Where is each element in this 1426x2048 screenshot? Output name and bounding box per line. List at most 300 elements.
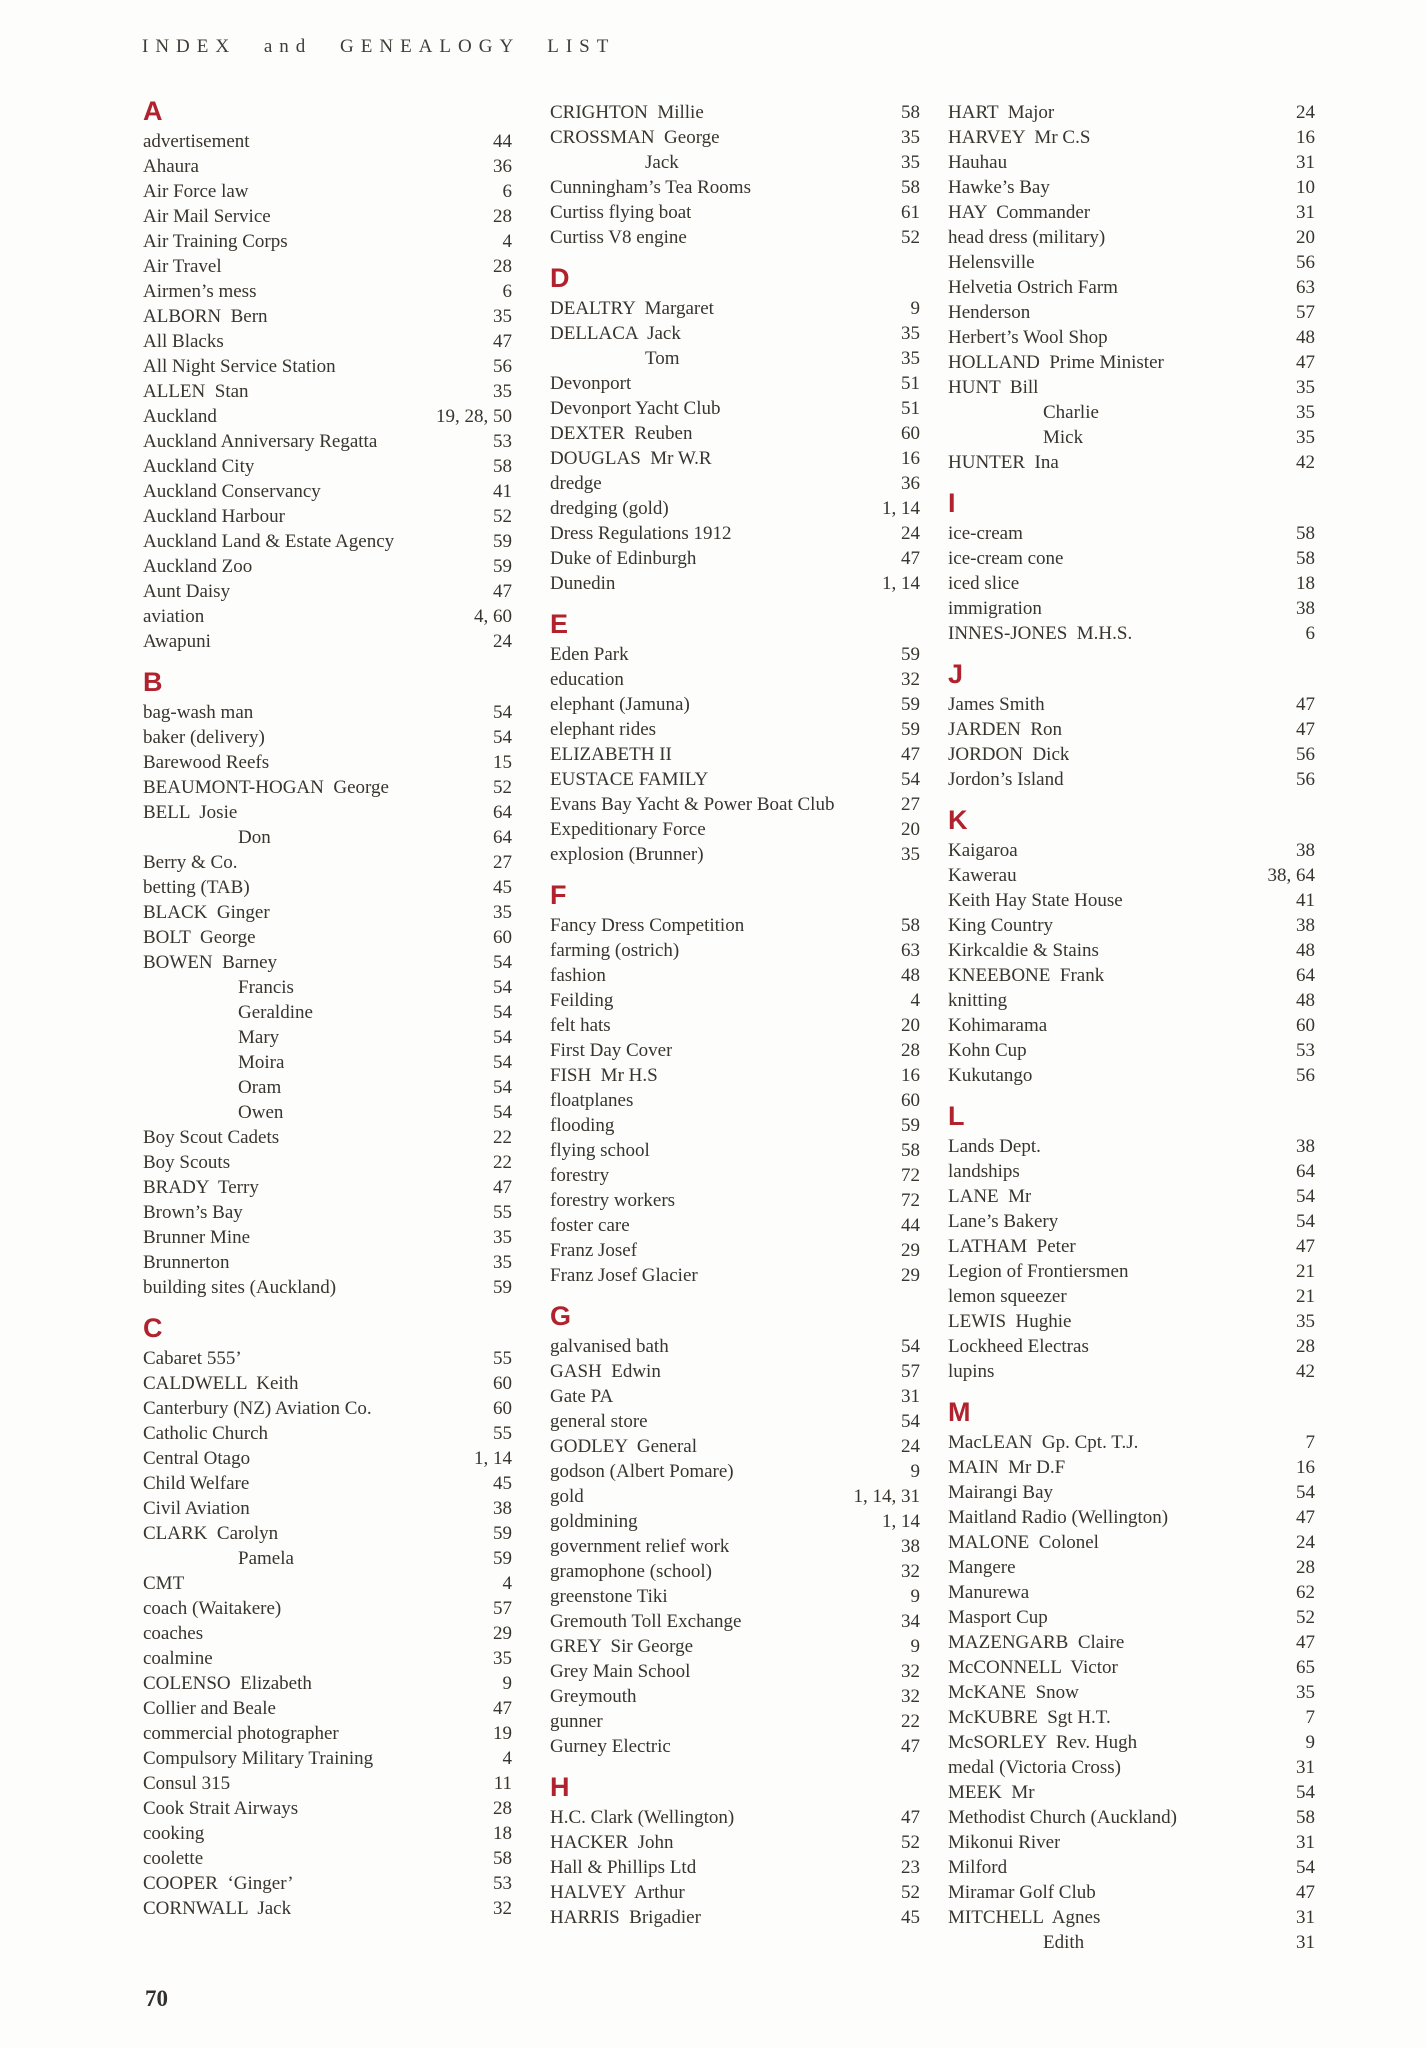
index-column-3 [948,100,1315,1955]
entry-name: Eden Park [550,644,629,665]
index-entry [948,125,1315,150]
entry-pages: 31 [1296,202,1315,223]
entry-pages: 31 [1296,1832,1315,1853]
index-entry [948,275,1315,300]
entry-pages: 47 [493,331,512,352]
entry-pages: 20 [901,1015,920,1036]
entry-pages: 60 [493,1398,512,1419]
entry-name: farming (ostrich) [550,940,680,961]
index-entry [143,1871,512,1896]
index-entry [948,1680,1315,1705]
entry-name: Gate PA [550,1386,614,1407]
entry-name: Catholic Church [143,1423,269,1444]
index-entry [948,100,1315,125]
entry-name: GASH Edwin [550,1361,661,1382]
entry-name: Air Travel [143,256,222,277]
entry-pages: 1, 14 [882,1511,920,1532]
entry-name: HUNTER Ina [948,452,1059,473]
entry-pages: 57 [493,1598,512,1619]
index-entry [143,504,512,529]
entry-name: Oram [238,1077,282,1098]
index-entry [948,1630,1315,1655]
entry-name: INNES-JONES M.H.S. [948,623,1133,644]
entry-pages: 22 [493,1152,512,1173]
index-entry [143,304,512,329]
entry-pages: 47 [1296,1632,1315,1653]
entry-pages: 47 [901,744,920,765]
entry-pages: 55 [493,1348,512,1369]
index-column-2 [550,100,920,1930]
index-entry [550,225,920,250]
entry-pages: 4 [502,231,512,252]
entry-name: education [550,669,624,690]
entry-name: government relief work [550,1536,730,1557]
index-entry [550,521,920,546]
entry-pages: 51 [901,398,920,419]
entry-name: general store [550,1411,648,1432]
entry-name: elephant (Jamuna) [550,694,690,715]
index-entry [550,1734,920,1759]
entry-pages: 35 [1296,377,1315,398]
index-entry [948,1730,1315,1755]
entry-pages: 60 [901,1090,920,1111]
entry-pages: 35 [901,844,920,865]
page-title: INDEX and GENEALOGY LIST [142,36,616,57]
index-entry [550,1534,920,1559]
entry-name: lemon squeezer [948,1286,1067,1307]
entry-pages: 38 [1296,1136,1315,1157]
entry-pages: 31 [1296,152,1315,173]
entry-pages: 57 [1296,302,1315,323]
entry-name: MEEK Mr [948,1782,1035,1803]
entry-name: Aunt Daisy [143,581,231,602]
entry-pages: 54 [493,1027,512,1048]
index-entry [550,1584,920,1609]
entry-name: betting (TAB) [143,877,250,898]
index-entry [948,1755,1315,1780]
index-entry [143,604,512,629]
entry-pages: 4 [910,990,920,1011]
entry-name: Mikonui River [948,1832,1061,1853]
entry-name: Kirkcaldie & Stains [948,940,1099,961]
entry-pages: 41 [493,481,512,502]
entry-pages: 16 [1296,1457,1315,1478]
entry-name: Canterbury (NZ) Aviation Co. [143,1398,372,1419]
entry-pages: 47 [1296,719,1315,740]
index-entry [948,1905,1315,1930]
entry-name: coalmine [143,1648,213,1669]
entry-name: HALVEY Arthur [550,1882,685,1903]
entry-name: Brunnerton [143,1252,230,1273]
index-entry [143,1421,512,1446]
entry-name: MITCHELL Agnes [948,1907,1101,1928]
entry-name: felt hats [550,1015,611,1036]
index-entry [550,1238,920,1263]
index-entry [550,321,920,346]
entry-name: McKANE Snow [948,1682,1079,1703]
entry-name: Edith [1043,1932,1085,1953]
entry-name: Grey Main School [550,1661,691,1682]
index-entry [948,521,1315,546]
entry-pages: 35 [901,323,920,344]
index-entry [143,1371,512,1396]
entry-name: forestry [550,1165,610,1186]
index-entry [948,1359,1315,1384]
section-letter-B: B [143,667,163,697]
entry-pages: 56 [493,356,512,377]
entry-pages: 47 [493,581,512,602]
entry-name: ALBORN Bern [143,306,268,327]
entry-name: Auckland Land & Estate Agency [143,531,395,552]
entry-name: Fancy Dress Competition [550,915,745,936]
entry-name: Air Training Corps [143,231,288,252]
entry-name: goldmining [550,1511,638,1532]
entry-name: GODLEY General [550,1436,698,1457]
index-entry [948,200,1315,225]
entry-pages: 35 [1296,1682,1315,1703]
entry-pages: 54 [493,1002,512,1023]
index-entry [948,546,1315,571]
entry-name: Tom [645,348,680,369]
index-entry [948,1930,1315,1955]
entry-name: MAZENGARB Claire [948,1632,1125,1653]
entry-name: Pamela [238,1548,294,1569]
index-entry [143,154,512,179]
entry-name: Ahaura [143,156,199,177]
index-entry [948,1309,1315,1334]
entry-pages: 16 [901,1065,920,1086]
entry-pages: 56 [1296,744,1315,765]
entry-pages: 9 [502,1673,512,1694]
index-entry [948,425,1315,450]
entry-name: Auckland Harbour [143,506,285,527]
index-entry [143,254,512,279]
index-entry [948,150,1315,175]
entry-pages: 19 [493,1723,512,1744]
index-entry [948,863,1315,888]
entry-name: bag-wash man [143,702,254,723]
entry-name: DEXTER Reuben [550,423,693,444]
entry-name: elephant rides [550,719,657,740]
index-entry [550,1559,920,1584]
entry-pages: 35 [1296,427,1315,448]
entry-pages: 52 [493,506,512,527]
entry-pages: 31 [1296,1907,1315,1928]
entry-name: Kaigaroa [948,840,1018,861]
index-entry [143,1621,512,1646]
index-entry [143,229,512,254]
entry-pages: 9 [1305,1732,1315,1753]
entry-name: Don [238,827,271,848]
entry-pages: 47 [1296,1236,1315,1257]
entry-pages: 27 [901,794,920,815]
entry-name: HACKER John [550,1832,674,1853]
index-entry [550,1880,920,1905]
entry-name: galvanised bath [550,1336,669,1357]
entry-pages: 47 [1296,1882,1315,1903]
entry-pages: 60 [493,1373,512,1394]
entry-pages: 28 [493,256,512,277]
entry-name: Compulsory Military Training [143,1748,374,1769]
entry-name: medal (Victoria Cross) [948,1757,1121,1778]
entry-pages: 9 [910,1461,920,1482]
index-entry [948,838,1315,863]
index-entry [143,925,512,950]
entry-name: McSORLEY Rev. Hugh [948,1732,1138,1753]
index-entry [948,325,1315,350]
index-entry [550,446,920,471]
section-letter-L: L [948,1101,965,1131]
entry-pages: 53 [1296,1040,1315,1061]
entry-name: H.C. Clark (Wellington) [550,1807,735,1828]
index-entry [143,1075,512,1100]
index-entry [143,1571,512,1596]
entry-name: LATHAM Peter [948,1236,1076,1257]
entry-name: landships [948,1161,1020,1182]
index-entry [948,1184,1315,1209]
entry-pages: 59 [493,1277,512,1298]
index-entry [948,1038,1315,1063]
index-entry [550,1609,920,1634]
index-entry [948,225,1315,250]
entry-name: Dunedin [550,573,616,594]
entry-pages: 64 [493,802,512,823]
entry-pages: 38 [901,1536,920,1557]
index-entry [550,938,920,963]
entry-pages: 59 [901,644,920,665]
entry-pages: 22 [901,1711,920,1732]
entry-pages: 42 [1296,1361,1315,1382]
entry-pages: 9 [910,298,920,319]
entry-pages: 31 [1296,1757,1315,1778]
entry-pages: 45 [493,877,512,898]
entry-name: flooding [550,1115,615,1136]
entry-name: CORNWALL Jack [143,1898,292,1919]
entry-pages: 41 [1296,890,1315,911]
entry-name: Cabaret 555’ [143,1348,242,1369]
index-entry [143,700,512,725]
entry-pages: 35 [1296,1311,1315,1332]
index-entry [143,950,512,975]
entry-name: gunner [550,1711,603,1732]
entry-pages: 24 [901,1436,920,1457]
entry-pages: 47 [901,548,920,569]
entry-pages: 60 [1296,1015,1315,1036]
index-entry [550,1905,920,1930]
entry-pages: 47 [901,1807,920,1828]
entry-pages: 62 [1296,1582,1315,1603]
entry-pages: 38 [1296,598,1315,619]
index-entry [550,1113,920,1138]
entry-pages: 54 [1296,1211,1315,1232]
entry-name: BELL Josie [143,802,238,823]
index-column-1 [143,98,512,1921]
index-entry [948,1805,1315,1830]
entry-pages: 59 [493,556,512,577]
entry-pages: 48 [1296,990,1315,1011]
entry-name: Duke of Edinburgh [550,548,697,569]
entry-pages: 54 [1296,1186,1315,1207]
entry-pages: 35 [493,306,512,327]
entry-name: KNEEBONE Frank [948,965,1105,986]
entry-name: Jack [645,152,679,173]
index-entry [550,988,920,1013]
entry-name: Maitland Radio (Wellington) [948,1507,1169,1528]
index-entry [948,1505,1315,1530]
entry-name: Herbert’s Wool Shop [948,327,1108,348]
index-entry [143,454,512,479]
index-entry [948,1655,1315,1680]
entry-pages: 28 [1296,1557,1315,1578]
entry-name: Francis [238,977,294,998]
entry-name: Legion of Frontiersmen [948,1261,1129,1282]
index-entry [948,300,1315,325]
entry-pages: 59 [493,1523,512,1544]
entry-name: HAY Commander [948,202,1091,223]
entry-pages: 21 [1296,1261,1315,1282]
entry-pages: 35 [493,1648,512,1669]
entry-pages: 7 [1305,1432,1315,1453]
index-entry [550,546,920,571]
entry-pages: 72 [901,1165,920,1186]
index-entry [948,963,1315,988]
entry-name: CROSSMAN George [550,127,720,148]
entry-name: DOUGLAS Mr W.R [550,448,712,469]
index-entry [948,1134,1315,1159]
entry-pages: 58 [493,1848,512,1869]
index-entry [550,496,920,521]
entry-name: commercial photographer [143,1723,339,1744]
entry-pages: 29 [493,1623,512,1644]
entry-pages: 28 [1296,1336,1315,1357]
index-entry [550,1459,920,1484]
entry-pages: 58 [901,102,920,123]
entry-pages: 6 [502,181,512,202]
entry-pages: 9 [910,1586,920,1607]
page-number: 70 [145,1986,168,2011]
entry-name: BOWEN Barney [143,952,278,973]
index-entry [948,988,1315,1013]
index-entry [550,1709,920,1734]
entry-name: Brunner Mine [143,1227,251,1248]
entry-pages: 53 [493,431,512,452]
index-entry [143,900,512,925]
index-entry [143,1000,512,1025]
entry-name: Dress Regulations 1912 [550,523,732,544]
entry-name: Curtiss V8 engine [550,227,687,248]
entry-name: McKUBRE Sgt H.T. [948,1707,1111,1728]
index-entry [550,1409,920,1434]
index-entry [948,1880,1315,1905]
index-entry [143,1200,512,1225]
entry-name: Helvetia Ostrich Farm [948,277,1118,298]
entry-name: Airmen’s mess [143,281,257,302]
index-entry [948,1284,1315,1309]
entry-name: Milford [948,1857,1008,1878]
entry-pages: 28 [493,206,512,227]
index-entry [550,667,920,692]
section-letter-C: C [143,1313,163,1343]
index-entry [550,471,920,496]
index-entry [550,767,920,792]
index-entry [143,279,512,304]
entry-name: Jordon’s Island [948,769,1064,790]
entry-pages: 24 [493,631,512,652]
entry-pages: 58 [901,177,920,198]
index-entry [143,554,512,579]
index-entry [550,175,920,200]
entry-pages: 47 [493,1698,512,1719]
entry-pages: 23 [901,1857,920,1878]
index-entry [550,1830,920,1855]
index-entry [948,913,1315,938]
entry-name: coach (Waitakere) [143,1598,282,1619]
entry-pages: 29 [901,1240,920,1261]
index-entry [143,529,512,554]
entry-pages: 58 [901,915,920,936]
index-entry [550,371,920,396]
index-entry [143,800,512,825]
index-entry [143,825,512,850]
entry-pages: 44 [901,1215,920,1236]
index-entry [550,842,920,867]
entry-name: Auckland Conservancy [143,481,321,502]
entry-name: Gurney Electric [550,1736,671,1757]
entry-name: LEWIS Hughie [948,1311,1072,1332]
index-entry [550,1484,920,1509]
entry-name: Kawerau [948,865,1017,886]
entry-name: godson (Albert Pomare) [550,1461,734,1482]
entry-name: Kukutango [948,1065,1033,1086]
entry-name: DELLACA Jack [550,323,681,344]
index-entry [143,1471,512,1496]
entry-name: Charlie [1043,402,1099,423]
section-letter-E: E [550,609,569,639]
entry-name: All Night Service Station [143,356,336,377]
index-entry [143,1646,512,1671]
index-entry [143,1821,512,1846]
index-entry [550,1634,920,1659]
index-entry [143,1050,512,1075]
entry-name: Berry & Co. [143,852,238,873]
index-entry [948,1855,1315,1880]
entry-name: First Day Cover [550,1040,673,1061]
index-entry [550,1659,920,1684]
entry-name: fashion [550,965,606,986]
entry-name: Moira [238,1052,285,1073]
index-entry [550,1509,920,1534]
entry-pages: 47 [901,1736,920,1757]
index-entry [550,792,920,817]
entry-pages: 38 [493,1498,512,1519]
index-entry [143,975,512,1000]
entry-pages: 6 [1305,623,1315,644]
index-entry [550,125,920,150]
entry-pages: 63 [901,940,920,961]
entry-name: Child Welfare [143,1473,250,1494]
index-entry [143,1125,512,1150]
entry-pages: 15 [493,752,512,773]
index-entry [550,817,920,842]
entry-name: Collier and Beale [143,1698,276,1719]
entry-pages: 16 [1296,127,1315,148]
index-entry [143,875,512,900]
index-entry [143,1746,512,1771]
entry-pages: 63 [1296,277,1315,298]
index-entry [550,296,920,321]
entry-name: BLACK Ginger [143,902,270,923]
entry-name: Barewood Reefs [143,752,270,773]
